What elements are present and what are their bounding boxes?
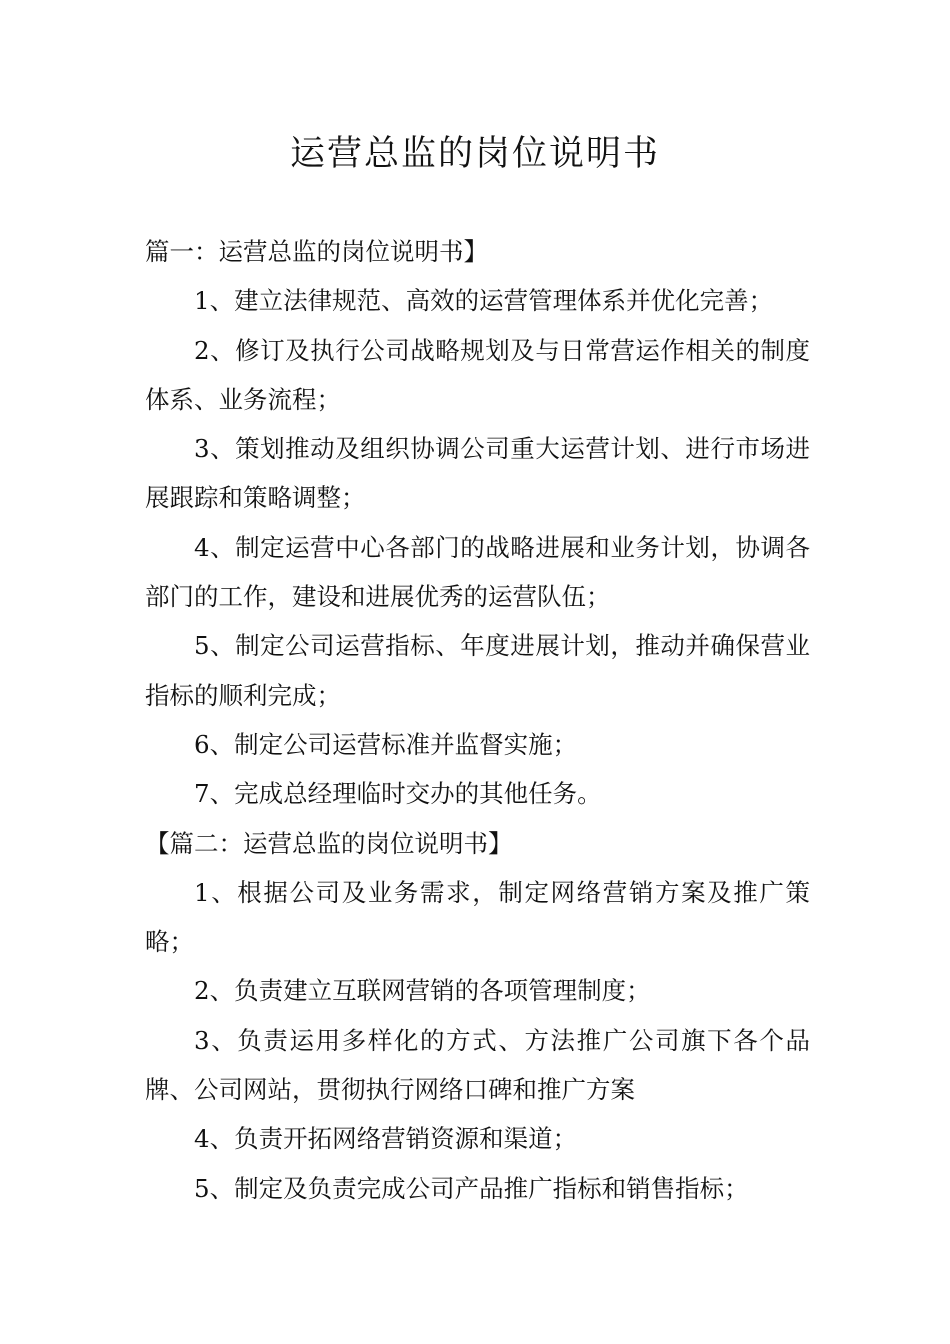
list-item: 1、建立法律规范、高效的运营管理体系并优化完善； xyxy=(194,286,774,316)
document-title: 运营总监的岗位说明书 xyxy=(289,134,660,174)
list-item: 2、负责建立互联网营销的各项管理制度； xyxy=(194,976,651,1006)
list-item: 5、制定公司运营指标、年度进展计划，推动并确保营业指标的顺利完成； xyxy=(145,631,810,710)
section-heading: 篇一：运营总监的岗位说明书】 xyxy=(145,237,488,266)
list-item: 3、策划推动及组织协调公司重大运营计划、进行市场进展跟踪和策略调整； xyxy=(145,434,810,513)
list-item: 6、制定公司运营标准并监督实施； xyxy=(194,729,578,759)
list-item: 4、负责开拓网络营销资源和渠道； xyxy=(194,1124,578,1154)
list-item: 3、负责运用多样化的方式、方法推广公司旗下各个品牌、公司网站，贯彻执行网络口碑和推广方案 xyxy=(145,1025,810,1105)
document-body xyxy=(145,227,810,1213)
list-item: 4、制定运营中心各部门的战略进展和业务计划，协调各部门的工作，建设和进展优秀的运营队伍； xyxy=(145,532,810,612)
list-item: 1、根据公司及业务需求，制定网络营销方案及推广策略； xyxy=(145,877,810,957)
list-item: 5、制定及负责完成公司产品推广指标和销售指标； xyxy=(194,1173,749,1203)
section-heading: 【篇二：运营总监的岗位说明书】 xyxy=(145,828,513,858)
list-item: 2、修订及执行公司战略规划及与日常营运作相关的制度体系、业务流程； xyxy=(145,335,810,414)
list-item: 7、完成总经理临时交办的其他任务。 xyxy=(194,779,602,809)
